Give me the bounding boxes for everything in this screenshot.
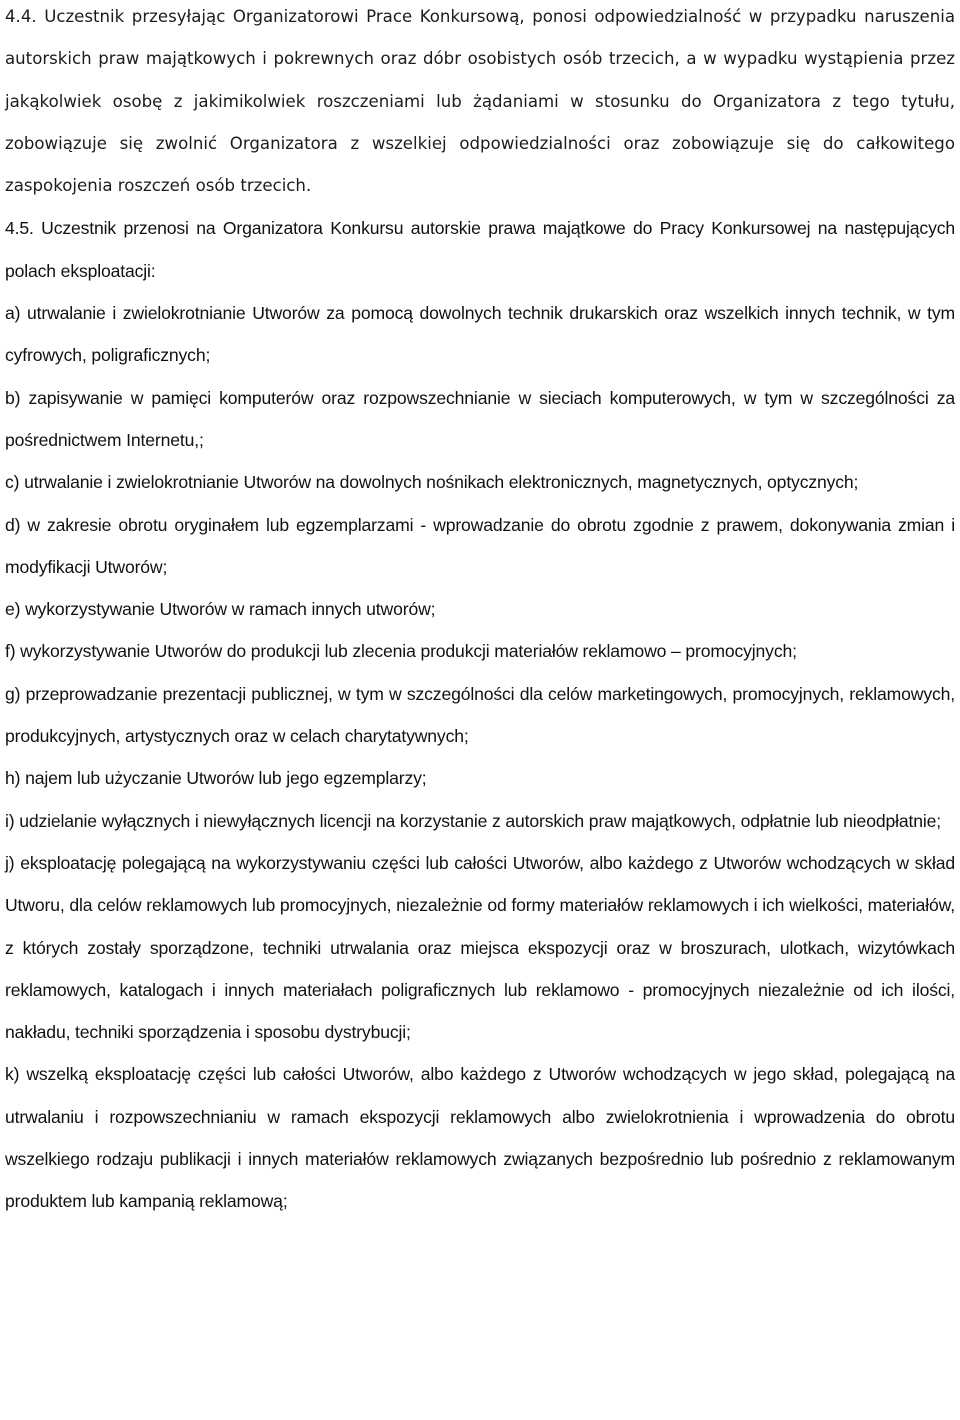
list-item-b: b) zapisywanie w pamięci komputerów oraz rozpowszechnianie w sieciach komputerowych, w tym w szczególności za pośrednictwem Internetu,;	[5, 387, 955, 450]
list-item-h: h) najem lub użyczanie Utworów lub jego egzemplarzy;	[5, 768, 427, 789]
list-item-c: c) utrwalanie i zwielokrotnianie Utworów na dowolnych nośnikach elektronicznych, magnetycznych, optycznych;	[5, 472, 859, 493]
list-item-i: i) udzielanie wyłącznych i niewyłącznych licencji na korzystanie z autorskich praw majątkowych, odpłatnie lub nieodpłatnie;	[5, 810, 941, 831]
list-item-d: d) w zakresie obrotu oryginałem lub egzemplarzami - wprowadzanie do obrotu zgodnie z prawem, dokonywania zmian i modyfikacji Utworów;	[5, 514, 955, 577]
document-page	[5, 0, 955, 1223]
list-item-a: a) utrwalanie i zwielokrotnianie Utworów za pomocą dowolnych technik drukarskich oraz wszelkich innych technik, w tym cyfrowych, poligraficznych;	[5, 303, 955, 366]
list-item-g: g) przeprowadzanie prezentacji publicznej, w tym w szczególności dla celów marketingowych, promocyjnych, reklamowych, produkcyjnych, artystycznych oraz w celach charytatywnych;	[5, 683, 955, 747]
list-item-j: j) eksploatację polegającą na wykorzystywaniu części lub całości Utworów, albo każdego z Utworów wchodzących w skład Utworu, dla celów reklamowych lub promocyjnych, niezależnie od formy materiałów reklamowych i ich wielkości, materiałów, z których zostały sporządzone, techniki utrwalania oraz miejsca ekspozycji oraz w broszurach, ulotkach, wizytówkach reklamowych, katalogach i innych materiałach poligraficznych lub reklamowo - promocyjnych niezależnie od ich ilości, nakładu, techniki sporządzenia i sposobu dystrybucji;	[5, 852, 955, 1043]
list-item-f: f) wykorzystywanie Utworów do produkcji lub zlecenia produkcji materiałów reklamowo – promocyjnych;	[5, 641, 797, 662]
list-item-e: e) wykorzystywanie Utworów w ramach innych utworów;	[5, 599, 436, 620]
list-item-k: k) wszelką eksploatację części lub całości Utworów, albo każdego z Utworów wchodzących w jego skład, polegającą na utrwalaniu i rozpowszechnianiu w ramach ekspozycji reklamowych albo zwielokrotnienia i wprowadzenia do obrotu wszelkiego rodzaju publikacji i innych materiałów reklamowych związanych bezpośrednio lub pośrednio z reklamowanym produktem lub kampanią reklamową;	[5, 1064, 955, 1212]
paragraph-4-5: 4.5. Uczestnik przenosi na Organizatora Konkursu autorskie prawa majątkowe do Pracy Konkursowej na następujących polach eksploatacji:	[5, 218, 955, 281]
paragraph-4-4: 4.4. Uczestnik przesyłając Organizatorowi Prace Konkursową, ponosi odpowiedzialność w przypadku naruszenia autorskich praw majątkowych i pokrewnych oraz dóbr osobistych osób trzecich, a w wypadku wystąpienia przez jakąkolwiek osobę z jakimikolwiek roszczeniami lub żądaniami w stosunku do Organizatora z tego tytułu, zobowiązuje się zwolnić Organizatora z wszelkiej odpowiedzialności oraz zobowiązuje się do całkowitego zaspokojenia roszczeń osób trzecich.	[5, 7, 955, 196]
